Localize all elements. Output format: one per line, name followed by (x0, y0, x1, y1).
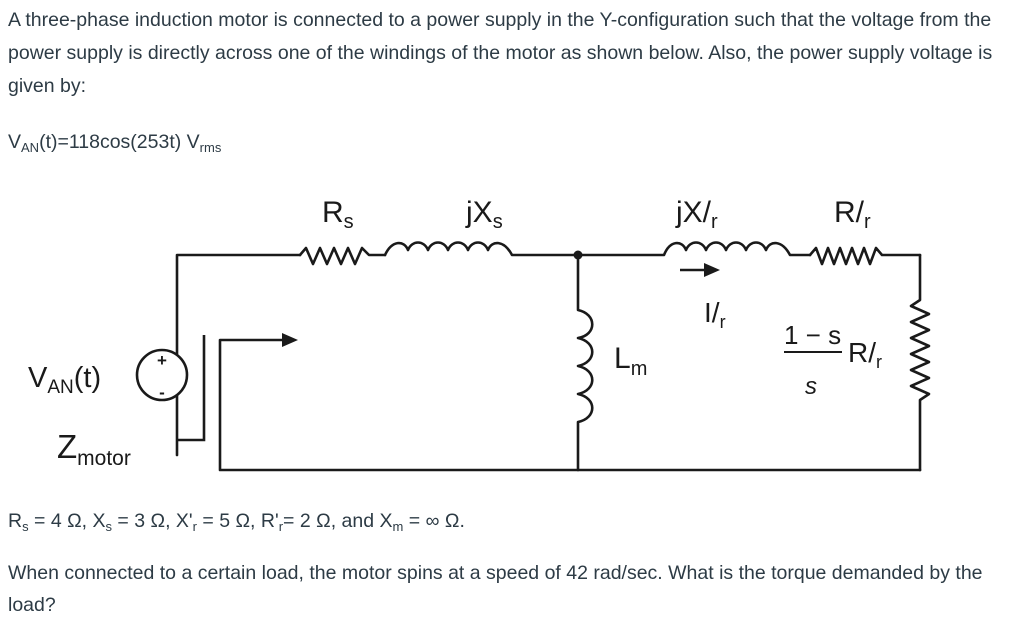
label-xr: $jX/_r$ (676, 196, 718, 233)
junction-node (574, 251, 583, 260)
load-resistor (911, 255, 929, 470)
xr-inductor (578, 243, 810, 256)
equivalent-circuit-diagram (0, 150, 1024, 500)
source-plus: + (157, 351, 167, 370)
load-rr-label: $R/_r$ (848, 337, 882, 372)
problem-question: When connected to a certain load, the motor spins at a speed of 42 rad/sec. What is the torque demanded by the load? (8, 562, 983, 616)
wire-top-left (177, 255, 300, 455)
zmotor-arrowhead (282, 333, 298, 347)
label-rr: $R/_r$ (834, 196, 871, 233)
label-rs: $R_s$ (322, 196, 354, 233)
voltage-expr: (t)=118cos(253t) V (39, 131, 200, 153)
voltage-v: V (8, 131, 22, 153)
voltage-sub: AN (21, 140, 40, 155)
label-ir: $I/_r$ (704, 297, 726, 332)
load-fraction-numerator: 1 − s (784, 320, 842, 350)
label-lm: $L_m$ (614, 342, 648, 380)
source-minus: - (159, 383, 165, 402)
load-fraction-denominator: s (805, 373, 817, 400)
voltage-unit-sub: rms (199, 140, 222, 155)
lm-inductor (578, 255, 592, 470)
ir-arrowhead (704, 263, 720, 277)
rs-resistor (300, 248, 385, 264)
wire-bottom (220, 340, 920, 470)
label-xs: $jX_s$ (466, 196, 503, 233)
label-van: $V_{AN}(t)$ (28, 362, 102, 398)
rr-resistor (810, 248, 920, 264)
xs-inductor (385, 243, 578, 256)
problem-intro: A three-phase induction motor is connected to a power supply in the Y-configuration such that the voltage from the power supply is directly across one of the windings of the motor as shown below. Also, the power supply voltage is given by: (8, 9, 993, 97)
label-zmotor: $Z_{motor}$ (57, 428, 131, 470)
circuit-parameters: $R_s = 4$ Ω, $X_s = 3$ Ω, $X'_r = 5$ Ω, $R'_r= 2$ Ω, and $X_m$ = ∞ Ω. (8, 510, 465, 534)
